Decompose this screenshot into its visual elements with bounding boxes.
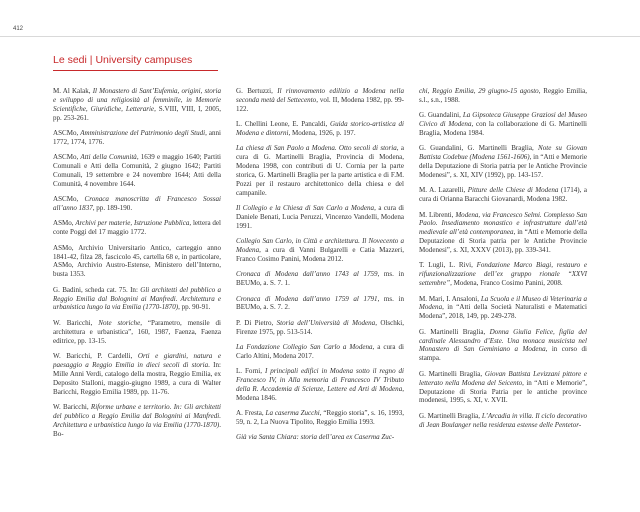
entry-text: . In: Mille Anni Verdi, catalogo della mostra, Reggio Emilia, ex Deposito Stalloni, maggio-giugno 1989, a cura di Walter Baricchi, Reggio Emilia 1989, pp. 11-76. xyxy=(53,360,221,396)
bibliography-entry xyxy=(419,211,587,256)
entry-title: Storia dell’Università di Modena xyxy=(276,318,376,327)
entry-text: ASMo, Archivio Universitario Antico, carteggio anno 1841-42, filza 28, fascicolo 45, cartella 68 e, in particolare, ASMo, Archivio Austro-Estense, Ministero dell’Interno, busta 1353. xyxy=(53,243,221,279)
entry-title: Note storiche xyxy=(98,318,141,327)
bibliography-entry xyxy=(236,144,404,197)
section-title xyxy=(53,54,192,66)
entry-text: , in “Atti e Memorie della Deputazione di Storia patria per le Antiche Provincie Modenesi”, s. XI, XIV (1992), pp. 143-157. xyxy=(419,153,587,180)
entry-text: G. Badini, scheda cat. 75. In: xyxy=(53,285,141,294)
bibliography-entry xyxy=(419,370,587,406)
entry-text: , ms. in BEUMo, a. S. 7. 2. xyxy=(236,294,404,312)
bibliography-entry xyxy=(236,343,404,361)
section-title-en: University campuses xyxy=(95,54,193,66)
entry-title: Guida storico-artistica di Modena e dintorni xyxy=(236,120,404,138)
entry-text: P. Di Pietro, xyxy=(236,318,277,327)
entry-title: La caserma Zucchi xyxy=(265,409,320,418)
entry-text: , in “Atti e Memorie”, Deputazione di Storia Patria per le antiche province modenesi, 1995, s. XI, v. XVII. xyxy=(419,378,587,405)
entry-title: Cronaca di Modena dall’anno 1743 al 1759 xyxy=(236,270,378,279)
entry-text: , in “Atti della Società Naturalisti e Matematici Modena”, 2018, 149, pp. 249-278. xyxy=(419,303,587,321)
entry-text: , Modena, Franco Cosimo Panini, 2008. xyxy=(450,279,563,288)
entry-title: Giovan Battista Levizzani pittore e letterato nella Modena del Seicento xyxy=(419,369,588,387)
entry-title: Note su Giovan Battista Codebue (Modena 1561-1606) xyxy=(419,144,587,162)
bibliography-entry xyxy=(236,295,404,313)
entry-text: ASCMo, xyxy=(53,153,81,162)
entry-text: , lettera del conte Poggi del 17 maggio 1772. xyxy=(53,219,221,237)
entry-text: M. Librenti, xyxy=(419,210,456,219)
entry-text: , a cura di Carlo Altini, Modena 2017. xyxy=(236,342,404,360)
entry-text: M. Al Kalak, xyxy=(53,87,93,95)
bibliography-entry xyxy=(236,237,404,264)
entry-title: Gli architetti del pubblico a Reggio Emilia dal Bolognini ai Manfredi. Architettura e urbanistica lungo la via Emilia (1770-1870) xyxy=(53,285,221,312)
bibliography-entry xyxy=(236,319,404,337)
bibliography-entry xyxy=(53,403,221,439)
page-number: 412 xyxy=(13,26,24,32)
entry-title: Amministrazione del Patrimonio degli Studi xyxy=(80,129,206,138)
bibliography-entry xyxy=(53,219,221,237)
entry-text: , con la collaborazione di G. Martinelli Braglia, Modena 1984. xyxy=(419,120,587,138)
entry-text: G. Martinelli Braglia, xyxy=(419,411,482,420)
entry-title: Orti e giardini, natura e paesaggio a Reggio Emilia in dieci secoli di storia xyxy=(53,351,221,369)
entry-title: Donna Giulia Felice, figlia del cardinale Alessandro d’Este. Una monaca musicista nel Monastero di San Geminiano a Modena xyxy=(419,327,588,354)
bibliography-entry xyxy=(236,367,404,403)
entry-text: , in corso di stampa. xyxy=(419,345,587,363)
bibliography-entry xyxy=(53,286,221,313)
entry-text: , ms. in BEUMo, a. S. 7. 1. xyxy=(236,270,404,288)
entry-text: G. Guandalini, xyxy=(419,111,463,120)
entry-text: G. Guandalini, G. Martinelli Braglia, xyxy=(419,144,539,153)
entry-text: G. Martinelli Braglia, xyxy=(419,369,485,378)
entry-text: , pp. 90-91. xyxy=(178,303,211,312)
entry-title: Pitture delle Chiese di Modena xyxy=(467,186,559,195)
entry-text: , a cura di G. Martinelli Braglia, Provincia di Modena, Modena 1998, con contributi di U. Cornia per la parte storica, G. Martinelli Braglia per la parte artistica e di F.M. Pozzi per il restauro architettonico della chiesa e del campanile. xyxy=(236,144,405,197)
entry-text: , pp. 189-190. xyxy=(92,204,133,213)
entry-text: , a cura di Vanni Bulgarelli e Catia Mazzeri, Franco Cosimo Panini, Modena 2012. xyxy=(236,246,404,264)
bibliography-entry xyxy=(419,111,587,138)
entry-text: ASMo, xyxy=(53,219,76,228)
header-divider xyxy=(0,36,640,37)
entry-text: T. Lugli, L. Rivi, xyxy=(419,261,477,270)
entry-text: W. Baricchi, xyxy=(53,318,99,327)
entry-text: , vol. II, Modena 1982, pp. 99-122. xyxy=(236,95,405,113)
bibliography-entry xyxy=(236,120,404,138)
entry-text: ASCMo, xyxy=(53,195,85,204)
bibliography-entry xyxy=(236,409,404,427)
entry-title: La Gipsoteca Giuseppe Graziosi del Museo Civico di Modena xyxy=(419,111,587,129)
entry-title: Modena, via Francesco Selmi. Complesso San Paolo. Insediamento monastico e infrastrutture dall’età medievale all’età contemporanea xyxy=(419,210,587,237)
entry-text: , in “Atti e Memorie della Deputazione di Storia patria per le Antiche Provincie Modenesi”, s. XI, XXXV (2013), pp. 339-341. xyxy=(419,228,587,255)
entry-text: , a cura di Daniele Benati, Lucia Peruzzi, Vincenzo Vandelli, Modena 1991. xyxy=(236,204,404,230)
bibliography-entry xyxy=(236,87,404,114)
entry-title: Cronaca di Modena dall’anno 1759 al 1791 xyxy=(236,294,378,303)
entry-title: Archivi per materie, Istruzione Pubblica xyxy=(75,219,190,228)
bibliography-entry xyxy=(419,144,587,180)
bibliography-column-1 xyxy=(53,87,221,445)
bibliography-entry xyxy=(419,186,587,204)
bibliography-entry xyxy=(419,328,587,364)
bibliography-column-3 xyxy=(419,87,587,436)
entry-text: A. Fresta, xyxy=(236,409,266,418)
entry-text: L. Forni, xyxy=(236,367,265,376)
entry-text: , “Parametro, mensile di architettura e urbanistica”, 160, 1987, Faenza, Faenza editrice, pp. 13-15. xyxy=(53,318,222,345)
entry-text: , 1639 e maggio 1640; Partiti Comunali e Atti della Comunità, 2 giugno 1642; Partiti Comunali, 19 settembre e 24 novembre 1644; Atti della Comunità, 4 novembre 1644. xyxy=(53,153,221,188)
section-title-separator: | xyxy=(89,54,93,66)
entry-title: Riforme urbane e territorio. In: Gli architetti del pubblico a Reggio Emilia dal Bolognini ai Manfredi. Architettura e urbanistica lungo la via Emilia (1770-1870) xyxy=(53,402,222,429)
bibliography-entry xyxy=(236,270,404,288)
entry-text: M. Mari, I. Ansaloni, xyxy=(419,294,481,303)
entry-text: G. Martinelli Braglia, xyxy=(419,327,490,336)
bibliography-entry xyxy=(53,319,221,346)
entry-title: chi, Reggio Emilia, 29 giugno-15 agosto xyxy=(419,87,539,95)
entry-text: , S.VIII, VIII, I, 2005, pp. 253-261. xyxy=(53,104,222,122)
section-title-underline xyxy=(53,70,218,71)
entry-title: L’Arcadia in villa. Il ciclo decorativo di Jean Boulanger nella residenza estense delle Pentetor- xyxy=(419,411,587,429)
bibliography-entry xyxy=(53,153,221,189)
entry-title: Il Collegio e la Chiesa di San Carlo a Modena xyxy=(236,204,375,213)
entry-text: (1714), a cura di Orianna Baracchi Giovanardi, Modena 1982. xyxy=(419,186,587,204)
entry-text: , Olschki, Firenze 1975, pp. 513-514. xyxy=(236,318,405,336)
bibliography-column-2 xyxy=(236,87,404,449)
bibliography-entry xyxy=(419,261,587,288)
entry-text: , “Reggio storia”, s. 16, 1993, 59, n. 2, La Nuova Tipolito, Reggio Emilia 1993. xyxy=(236,409,404,427)
entry-text: , Reggio Emilia, s.l., s.n., 1988. xyxy=(419,87,587,104)
entry-title: La Fondazione Collegio San Carlo a Modena xyxy=(236,342,373,351)
entry-text: , anni 1772, 1774, 1776. xyxy=(53,129,221,146)
entry-text: G. Bertuzzi, xyxy=(236,87,278,95)
entry-title: Cronaca manoscritta di Francesco Sossai all’anno 1837 xyxy=(53,195,221,213)
entry-title: Fondazione Marco Biagi, restauro e rifunzionalizzazione dell’ex gruppo rionale “XXVI settembre” xyxy=(419,261,587,288)
entry-text: W. Baricchi, P. Cardelli, xyxy=(53,351,138,360)
bibliography-entry xyxy=(53,195,221,213)
entry-text: . Bo- xyxy=(53,420,221,438)
entry-text: , Modena, 1926, p. 197. xyxy=(288,129,356,138)
entry-text: M. A. Lazarelli, xyxy=(419,186,468,195)
entry-title: Atti della Comunità xyxy=(80,153,137,162)
bibliography-entry xyxy=(53,129,221,147)
entry-title: Il rinnovamento edilizio a Modena nella seconda metà del Settecento xyxy=(236,87,404,104)
bibliography-entry xyxy=(419,87,587,105)
bibliography-entry xyxy=(419,295,587,322)
entry-title: Collegio San Carlo, in Città e architettura. Il Novecento a Modena xyxy=(236,237,404,255)
entry-title: I principali edifici in Modena sotto il regno di Francesco IV, in Alla memoria di Francesco IV Tributo della R. Accademia di Scienze, Lettere ed Arti di Modena xyxy=(236,367,405,393)
entry-title: Già via Santa Chiara: storia dell’area ex Caserma Zuc- xyxy=(236,433,395,442)
bibliography-entry xyxy=(236,433,404,442)
entry-text: W. Baricchi, xyxy=(53,402,91,411)
entry-title: La chiesa di San Paolo a Modena. Otto secoli di storia xyxy=(236,144,397,153)
entry-title: Il Monastero di Sant’Eufemia, origini, storia e sviluppo di una religiosità al femminile, in Memorie Scientifiche, Giuridiche, Letterarie xyxy=(53,87,221,113)
bibliography-entry xyxy=(236,204,404,231)
entry-text: ASCMo, xyxy=(53,129,81,138)
bibliography-entry xyxy=(53,87,221,123)
bibliography-entry xyxy=(53,352,221,397)
section-title-it: Le sedi xyxy=(53,54,87,66)
bibliography-entry xyxy=(53,244,221,280)
entry-text: L. Chellini Leone, E. Pancaldi, xyxy=(236,120,330,129)
entry-title: La Scuola e il Museo di Veterinaria a Modena xyxy=(419,294,587,312)
entry-text: , Modena 1846. xyxy=(236,384,404,402)
bibliography-entry xyxy=(419,412,587,430)
